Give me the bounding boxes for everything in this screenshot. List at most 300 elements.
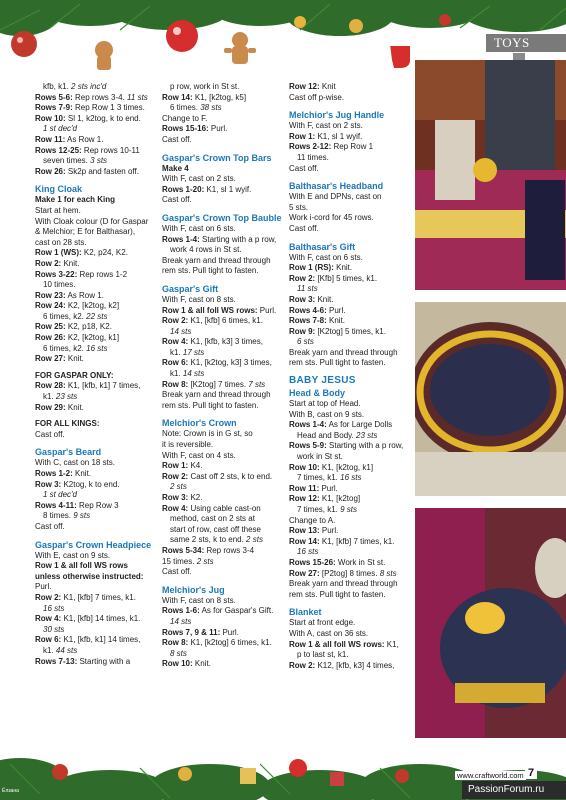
- pattern-line: [35, 551, 157, 562]
- pattern-line: [162, 525, 284, 536]
- instruction-text: 15 times.: [162, 556, 197, 566]
- pattern-line: [162, 135, 284, 146]
- stitch-count: 2 sts: [246, 535, 263, 545]
- pattern-line: [162, 164, 284, 175]
- stitch-count: 16 sts: [86, 343, 108, 353]
- instruction-text: With F, cast on 6 sts.: [289, 252, 363, 262]
- instruction-text: K1,: [384, 639, 399, 649]
- pattern-line: [35, 625, 157, 636]
- row-label: FOR ALL KINGS:: [35, 419, 100, 429]
- pattern-line: [289, 153, 411, 164]
- pattern-line: [35, 572, 157, 583]
- instruction-text: Rep rows 10-11: [81, 145, 140, 155]
- instruction-text: With F, cast on 4 sts.: [162, 450, 236, 460]
- stitch-count: 16 sts: [43, 603, 65, 613]
- pattern-line: [162, 358, 284, 369]
- instruction-text: Rep rows 1-2: [77, 269, 128, 279]
- instruction-text: With F, cast on 6 sts.: [162, 223, 236, 233]
- instruction-text: Knit.: [65, 402, 84, 412]
- row-label: Row 8:: [162, 379, 189, 389]
- section-heading: Balthasar's Gift: [289, 241, 356, 252]
- instruction-text: K1, [k2tog, k3] 3 times,: [188, 358, 272, 368]
- row-label: Row 4:: [35, 614, 62, 624]
- instruction-text: 6 times.: [170, 103, 201, 113]
- pattern-line: [289, 306, 411, 317]
- instruction-text: Work i-cord for 45 rows.: [289, 213, 374, 223]
- row-label: Row 6:: [35, 635, 62, 645]
- pattern-line: [35, 522, 157, 533]
- instruction-text: With C, cast on 18 sts.: [35, 458, 116, 468]
- section-heading: Gaspar's Beard: [35, 447, 102, 458]
- stitch-count: 11 sts: [297, 284, 318, 294]
- row-label: Row 4:: [162, 337, 189, 347]
- instruction-text: rem sts. Pull tight to fasten.: [289, 589, 386, 599]
- instruction-text: Change to F.: [162, 113, 208, 123]
- instruction-text: Knit.: [65, 354, 84, 364]
- instruction-text: 7 times, k1.: [297, 505, 341, 514]
- instruction-text: K1, [kfb, k3] 3 times,: [188, 337, 263, 347]
- pattern-line: [289, 263, 411, 274]
- section-heading: Head & Body: [289, 388, 346, 399]
- pattern-line: [289, 192, 411, 203]
- pattern-line: [162, 472, 284, 483]
- pattern-line: [162, 451, 284, 462]
- stitch-count: 23 sts: [55, 392, 78, 402]
- instruction-text: With B, cast on 9 sts.: [289, 409, 365, 419]
- pattern-line: [162, 256, 284, 267]
- instruction-text: [K2tog] 7 times.: [188, 379, 249, 389]
- instruction-text: k1.: [43, 645, 56, 655]
- pattern-line: [35, 511, 157, 522]
- pattern-line: [289, 284, 411, 295]
- stitch-count: 16 sts: [340, 473, 362, 483]
- row-label: Row 14:: [162, 92, 193, 102]
- stitch-count: 7 sts: [248, 379, 266, 389]
- instruction-text: K1, [k2tog]: [319, 494, 361, 504]
- instruction-text: Rep Row 1: [331, 142, 374, 152]
- instruction-text: Note: Crown is in G st, so: [162, 429, 253, 439]
- pattern-line: [35, 291, 157, 302]
- instruction-text: kfb, k1.: [43, 82, 72, 91]
- row-label: Rows 12-25:: [35, 145, 82, 155]
- pattern-line: [35, 301, 157, 312]
- pattern-line: [289, 213, 411, 224]
- instruction-text: K4.: [188, 461, 203, 471]
- pattern-line: [162, 266, 284, 277]
- row-label: Row 6:: [162, 358, 189, 368]
- row-label: Rows 2-12:: [289, 142, 332, 152]
- instruction-text: Purl.: [326, 305, 346, 315]
- pattern-line: [289, 505, 411, 516]
- row-label: Row 14:: [289, 536, 320, 546]
- pattern-line: [162, 440, 284, 451]
- pattern-line: [162, 504, 284, 515]
- instruction-text: Rep rows 3-4: [204, 545, 255, 555]
- instruction-text: rem sts. Pull tight to fasten.: [162, 400, 259, 410]
- instruction-text: Sk2p and fasten off.: [65, 166, 139, 176]
- pattern-line: [35, 635, 157, 646]
- pattern-line: [289, 650, 411, 661]
- pattern-line: [162, 195, 284, 206]
- pattern-line: [35, 206, 157, 217]
- pattern-line: [162, 429, 284, 440]
- instruction-text: K1, [kfb, k1] 14 times,: [61, 635, 141, 645]
- instruction-text: With A, cast on 36 sts.: [289, 628, 369, 638]
- pattern-line: [289, 463, 411, 474]
- stitch-count: 14 sts: [170, 616, 192, 626]
- pattern-line: [35, 217, 157, 228]
- pattern-line: [162, 514, 284, 525]
- instruction-text: k1.: [170, 347, 183, 357]
- row-label: Row 27:: [289, 568, 320, 578]
- instruction-text: seven times.: [43, 156, 91, 166]
- photo-king-figure: [415, 60, 566, 290]
- row-label: Rows 4-6:: [289, 305, 327, 315]
- section-tab: [486, 34, 566, 52]
- instruction-text: 11 times.: [297, 152, 329, 162]
- instruction-text: Start at front edge.: [289, 618, 356, 628]
- instruction-text: Rep rows 3-4.: [72, 92, 128, 102]
- stitch-count: 14 sts: [170, 326, 192, 336]
- pattern-line: [162, 482, 284, 493]
- row-label: Row 26:: [35, 333, 66, 343]
- instruction-text: K1, [kfb] 7 times, k1.: [319, 536, 395, 546]
- photo-crown-detail: [415, 302, 566, 496]
- pattern-line: [35, 280, 157, 291]
- pattern-line: [162, 103, 284, 114]
- pattern-line: [35, 322, 157, 333]
- instruction-text: As Row 1.: [65, 290, 104, 300]
- stitch-count: 30 sts: [43, 624, 65, 634]
- pattern-line: [289, 516, 411, 527]
- pattern-line: [35, 333, 157, 344]
- row-label: Row 28:: [35, 381, 66, 391]
- pattern-line: [162, 461, 284, 472]
- instruction-text: Knit.: [315, 294, 334, 304]
- instruction-text: work 4 rows in St st.: [170, 245, 242, 255]
- pattern-line: [35, 248, 157, 259]
- pattern-line: [289, 295, 411, 306]
- section-heading: Melchior's Jug: [162, 584, 225, 595]
- instruction-text: 6 times, k2.: [43, 343, 87, 353]
- row-label: Make 4: [162, 163, 189, 173]
- pattern-line: [289, 142, 411, 153]
- row-label: Row 11:: [35, 134, 66, 144]
- stitch-count: 38 sts: [200, 103, 222, 113]
- instruction-text: 5 sts.: [289, 202, 309, 212]
- row-label: Row 2:: [162, 471, 189, 481]
- instruction-text: As Row 1.: [65, 134, 104, 144]
- section-heading: Gaspar's Crown Top Bauble: [162, 212, 282, 223]
- row-label: Rows 7-8:: [289, 316, 327, 326]
- instruction-text: K1, [k2tog] 6 times, k1.: [188, 638, 272, 648]
- stitch-count: 1 st dec'd: [43, 124, 77, 134]
- pattern-line: [162, 638, 284, 649]
- pattern-line: [35, 490, 157, 501]
- stitch-count: 11 sts: [127, 92, 148, 102]
- instruction-text: Purl.: [319, 526, 339, 536]
- instruction-text: Purl.: [35, 582, 52, 592]
- pattern-line: [162, 224, 284, 235]
- row-label: Rows 1-4:: [162, 234, 200, 244]
- section-heading: Melchior's Jug Handle: [289, 110, 385, 121]
- column-2: [162, 82, 284, 670]
- instruction-text: [Kfb] 5 times, k1.: [315, 273, 378, 283]
- instruction-text: Purl.: [220, 627, 239, 637]
- instruction-text: K1, [kfb] 14 times, k1.: [61, 614, 141, 624]
- pattern-line: [289, 441, 411, 452]
- row-label: Row 2:: [289, 273, 316, 283]
- instruction-text: p to last st, k1.: [297, 650, 349, 660]
- row-label: Row 10:: [162, 659, 193, 669]
- pattern-line: [35, 469, 157, 480]
- section-heading: Gaspar's Crown Headpiece: [35, 539, 152, 550]
- instruction-text: Change to A.: [289, 515, 336, 525]
- pattern-line: [162, 114, 284, 125]
- section-heading: Gaspar's Gift: [162, 283, 219, 294]
- pattern-line: [35, 167, 157, 178]
- instruction-text: method, cast on 2 sts at: [170, 514, 255, 524]
- footer-small-text: Ёлзана: [2, 788, 19, 794]
- pattern-line: [289, 618, 411, 629]
- instruction-text: Cast off p-wise.: [289, 92, 344, 102]
- pattern-line: [289, 526, 411, 537]
- row-label: Rows 15-26:: [289, 557, 336, 567]
- instruction-text: Knit.: [192, 659, 211, 669]
- pattern-line: [162, 649, 284, 660]
- pattern-line: [35, 582, 157, 593]
- pattern-line: [162, 348, 284, 359]
- section-label: TOYS: [494, 35, 530, 50]
- row-label: Row 1 & all foll WS rows: [35, 561, 128, 571]
- instruction-text: K2tog, k to end.: [61, 479, 120, 489]
- pattern-line: [289, 537, 411, 548]
- instruction-text: Break yarn and thread through: [289, 347, 398, 357]
- pattern-line: [162, 567, 284, 578]
- row-label: Row 26:: [35, 166, 66, 176]
- pattern-line: [35, 82, 157, 93]
- pattern-line: [289, 410, 411, 421]
- pattern-line: [162, 596, 284, 607]
- instruction-text: Starting with a p row,: [199, 234, 277, 244]
- instruction-text: 8 times.: [43, 511, 74, 521]
- instruction-text: K1, sl 1 wyif.: [204, 184, 252, 194]
- pattern-line: [162, 337, 284, 348]
- instruction-text: K2, p18, K2.: [65, 322, 112, 332]
- instruction-text: Cast off.: [289, 223, 319, 233]
- instruction-text: Break yarn and thread through: [289, 579, 398, 589]
- row-label: Row 11:: [289, 483, 320, 493]
- instruction-text: K1, [kfb, k1] 7 times,: [65, 381, 141, 391]
- row-label: Row 3:: [289, 294, 316, 304]
- pattern-line: [289, 224, 411, 235]
- pattern-line: [162, 390, 284, 401]
- pattern-line: [162, 306, 284, 317]
- pattern-line: [35, 392, 157, 403]
- pattern-line: [289, 640, 411, 651]
- row-label: Rows 1-2:: [35, 469, 73, 478]
- pattern-line: [162, 185, 284, 196]
- instruction-text: Cast off.: [289, 163, 319, 173]
- stitch-count: 16 sts: [297, 547, 319, 557]
- row-label: Row 2:: [162, 316, 189, 326]
- pattern-line: [289, 93, 411, 104]
- instruction-text: With E and DPNs, cast on: [289, 192, 382, 202]
- pattern-line: [35, 270, 157, 281]
- section-heading: Melchior's Crown: [162, 418, 237, 429]
- instruction-text: Cast off.: [35, 521, 65, 531]
- pattern-line: [289, 494, 411, 505]
- instruction-text: p row, work in St st.: [170, 82, 240, 91]
- instruction-text: 6 times, k2.: [43, 311, 87, 321]
- row-label: Rows 1-20:: [162, 184, 205, 194]
- row-label: Make 1 for each King: [35, 195, 116, 205]
- pattern-line: [35, 419, 157, 430]
- pattern-line: [35, 227, 157, 238]
- row-label: Row 3:: [162, 493, 189, 502]
- pattern-line: [289, 348, 411, 359]
- column-1: [35, 82, 157, 667]
- pattern-line: [35, 156, 157, 167]
- column-3: [289, 82, 411, 671]
- stitch-count: 8 sts: [170, 648, 187, 658]
- footer-url: www.craftworld.com: [457, 771, 524, 780]
- pattern-line: [289, 420, 411, 431]
- instruction-text: K2.: [188, 493, 203, 502]
- row-label: Rows 1-4:: [289, 420, 327, 430]
- instruction-text: Start at hem.: [35, 205, 81, 215]
- row-label: Row 12:: [289, 494, 320, 504]
- pattern-line: [289, 203, 411, 214]
- row-label: unless otherwise instructed:: [35, 571, 144, 581]
- stitch-count: 17 sts: [182, 347, 205, 357]
- instruction-text: With E, cast on 9 sts.: [35, 550, 111, 560]
- row-label: Row 12:: [289, 82, 320, 91]
- stitch-count: 8 sts: [379, 568, 397, 578]
- pattern-line: [35, 430, 157, 441]
- pattern-line: [162, 369, 284, 380]
- pattern-line: [35, 344, 157, 355]
- instruction-text: Using cable cast-on: [188, 503, 261, 513]
- pattern-line: [162, 82, 284, 93]
- pattern-line: [35, 103, 157, 114]
- stitch-count: 6 sts: [297, 337, 314, 347]
- pattern-line: [162, 245, 284, 256]
- pattern-line: [35, 259, 157, 270]
- instruction-text: rem sts. Pull tight to fasten.: [289, 358, 386, 368]
- pattern-line: [35, 381, 157, 392]
- row-label: Rows 4-11:: [35, 500, 77, 510]
- stitch-count: 9 sts: [73, 511, 91, 521]
- section-heading: Blanket: [289, 607, 322, 618]
- row-label: Rows 1-6:: [162, 606, 200, 616]
- row-label: Row 1 & all foll WS rows:: [162, 305, 258, 315]
- pattern-line: [289, 316, 411, 327]
- row-label: Row 25:: [35, 322, 66, 332]
- pattern-line: [35, 561, 157, 572]
- instruction-text: With Cloak colour (D for Gaspar: [35, 216, 149, 226]
- pattern-line: [289, 558, 411, 569]
- instruction-text: K12, [kfb, k3] 4 times,: [315, 660, 395, 670]
- instruction-text: Rep Row 3: [76, 500, 119, 510]
- pattern-line: [289, 484, 411, 495]
- instruction-text: cast on 28 sts.: [35, 237, 87, 247]
- pattern-line: [35, 312, 157, 323]
- instruction-text: Purl.: [208, 124, 228, 134]
- instruction-text: K1, [k2tog, k5]: [192, 92, 247, 102]
- instruction-text: K1, [kfb] 6 times, k1.: [188, 316, 263, 326]
- pattern-line: [289, 547, 411, 558]
- row-label: Row 9:: [289, 326, 316, 336]
- row-label: Row 24:: [35, 301, 66, 311]
- pattern-line: [289, 431, 411, 442]
- pattern-line: [35, 135, 157, 146]
- row-label: Row 3:: [35, 479, 62, 489]
- row-label: Row 13:: [289, 526, 320, 536]
- instruction-text: Knit.: [333, 263, 353, 273]
- pattern-line: [289, 629, 411, 640]
- pattern-line: [162, 174, 284, 185]
- pattern-line: [35, 354, 157, 365]
- instruction-text: As for Gaspar's Gift.: [199, 606, 274, 616]
- instruction-text: K1, [kfb] 7 times, k1.: [61, 592, 136, 602]
- pattern-line: [289, 590, 411, 601]
- instruction-text: Cast off.: [162, 134, 192, 144]
- instruction-text: 7 times, k1.: [297, 473, 341, 483]
- instruction-text: Starting with a p row,: [326, 441, 404, 451]
- instruction-text: Knit.: [72, 469, 92, 478]
- instruction-text: [P2tog] 8 times.: [319, 568, 380, 578]
- row-label: Rows 7-13:: [35, 656, 78, 666]
- row-label: Rows 7, 9 & 11:: [162, 627, 221, 637]
- instruction-text: k1.: [43, 392, 56, 402]
- pattern-line: [289, 121, 411, 132]
- stitch-count: 3 sts: [90, 156, 108, 166]
- page-number: 7: [525, 767, 537, 779]
- pattern-line: [162, 617, 284, 628]
- pattern-line: [289, 327, 411, 338]
- row-label: Rows 15-16:: [162, 124, 209, 134]
- pattern-line: [35, 501, 157, 512]
- row-label: Row 1 (RS):: [289, 263, 334, 273]
- pattern-line: [35, 195, 157, 206]
- instruction-text: same 2 sts, k to end.: [170, 535, 247, 545]
- stitch-count: 9 sts: [340, 505, 358, 514]
- row-label: Row 2:: [289, 660, 316, 670]
- pattern-line: [162, 124, 284, 135]
- stitch-count: 22 sts: [86, 311, 108, 321]
- row-label: Row 2:: [35, 592, 62, 602]
- instruction-text: Rep Row 1 3 times.: [72, 103, 145, 113]
- instruction-text: Knit: [319, 82, 336, 91]
- pattern-line: [289, 661, 411, 672]
- row-label: Row 10:: [289, 462, 320, 472]
- pattern-line: [289, 399, 411, 410]
- row-label: Row 4:: [162, 503, 189, 513]
- row-label: Row 2:: [35, 258, 62, 268]
- pattern-line: [289, 579, 411, 590]
- pattern-line: [162, 628, 284, 639]
- pattern-line: [162, 659, 284, 670]
- pattern-line: [289, 132, 411, 143]
- pattern-line: [35, 646, 157, 657]
- row-label: Row 29:: [35, 402, 66, 412]
- pattern-line: [35, 614, 157, 625]
- instruction-text: rem sts. Pull tight to fasten.: [162, 266, 259, 276]
- pattern-line: [289, 253, 411, 264]
- pattern-line: [162, 606, 284, 617]
- pattern-line: [35, 593, 157, 604]
